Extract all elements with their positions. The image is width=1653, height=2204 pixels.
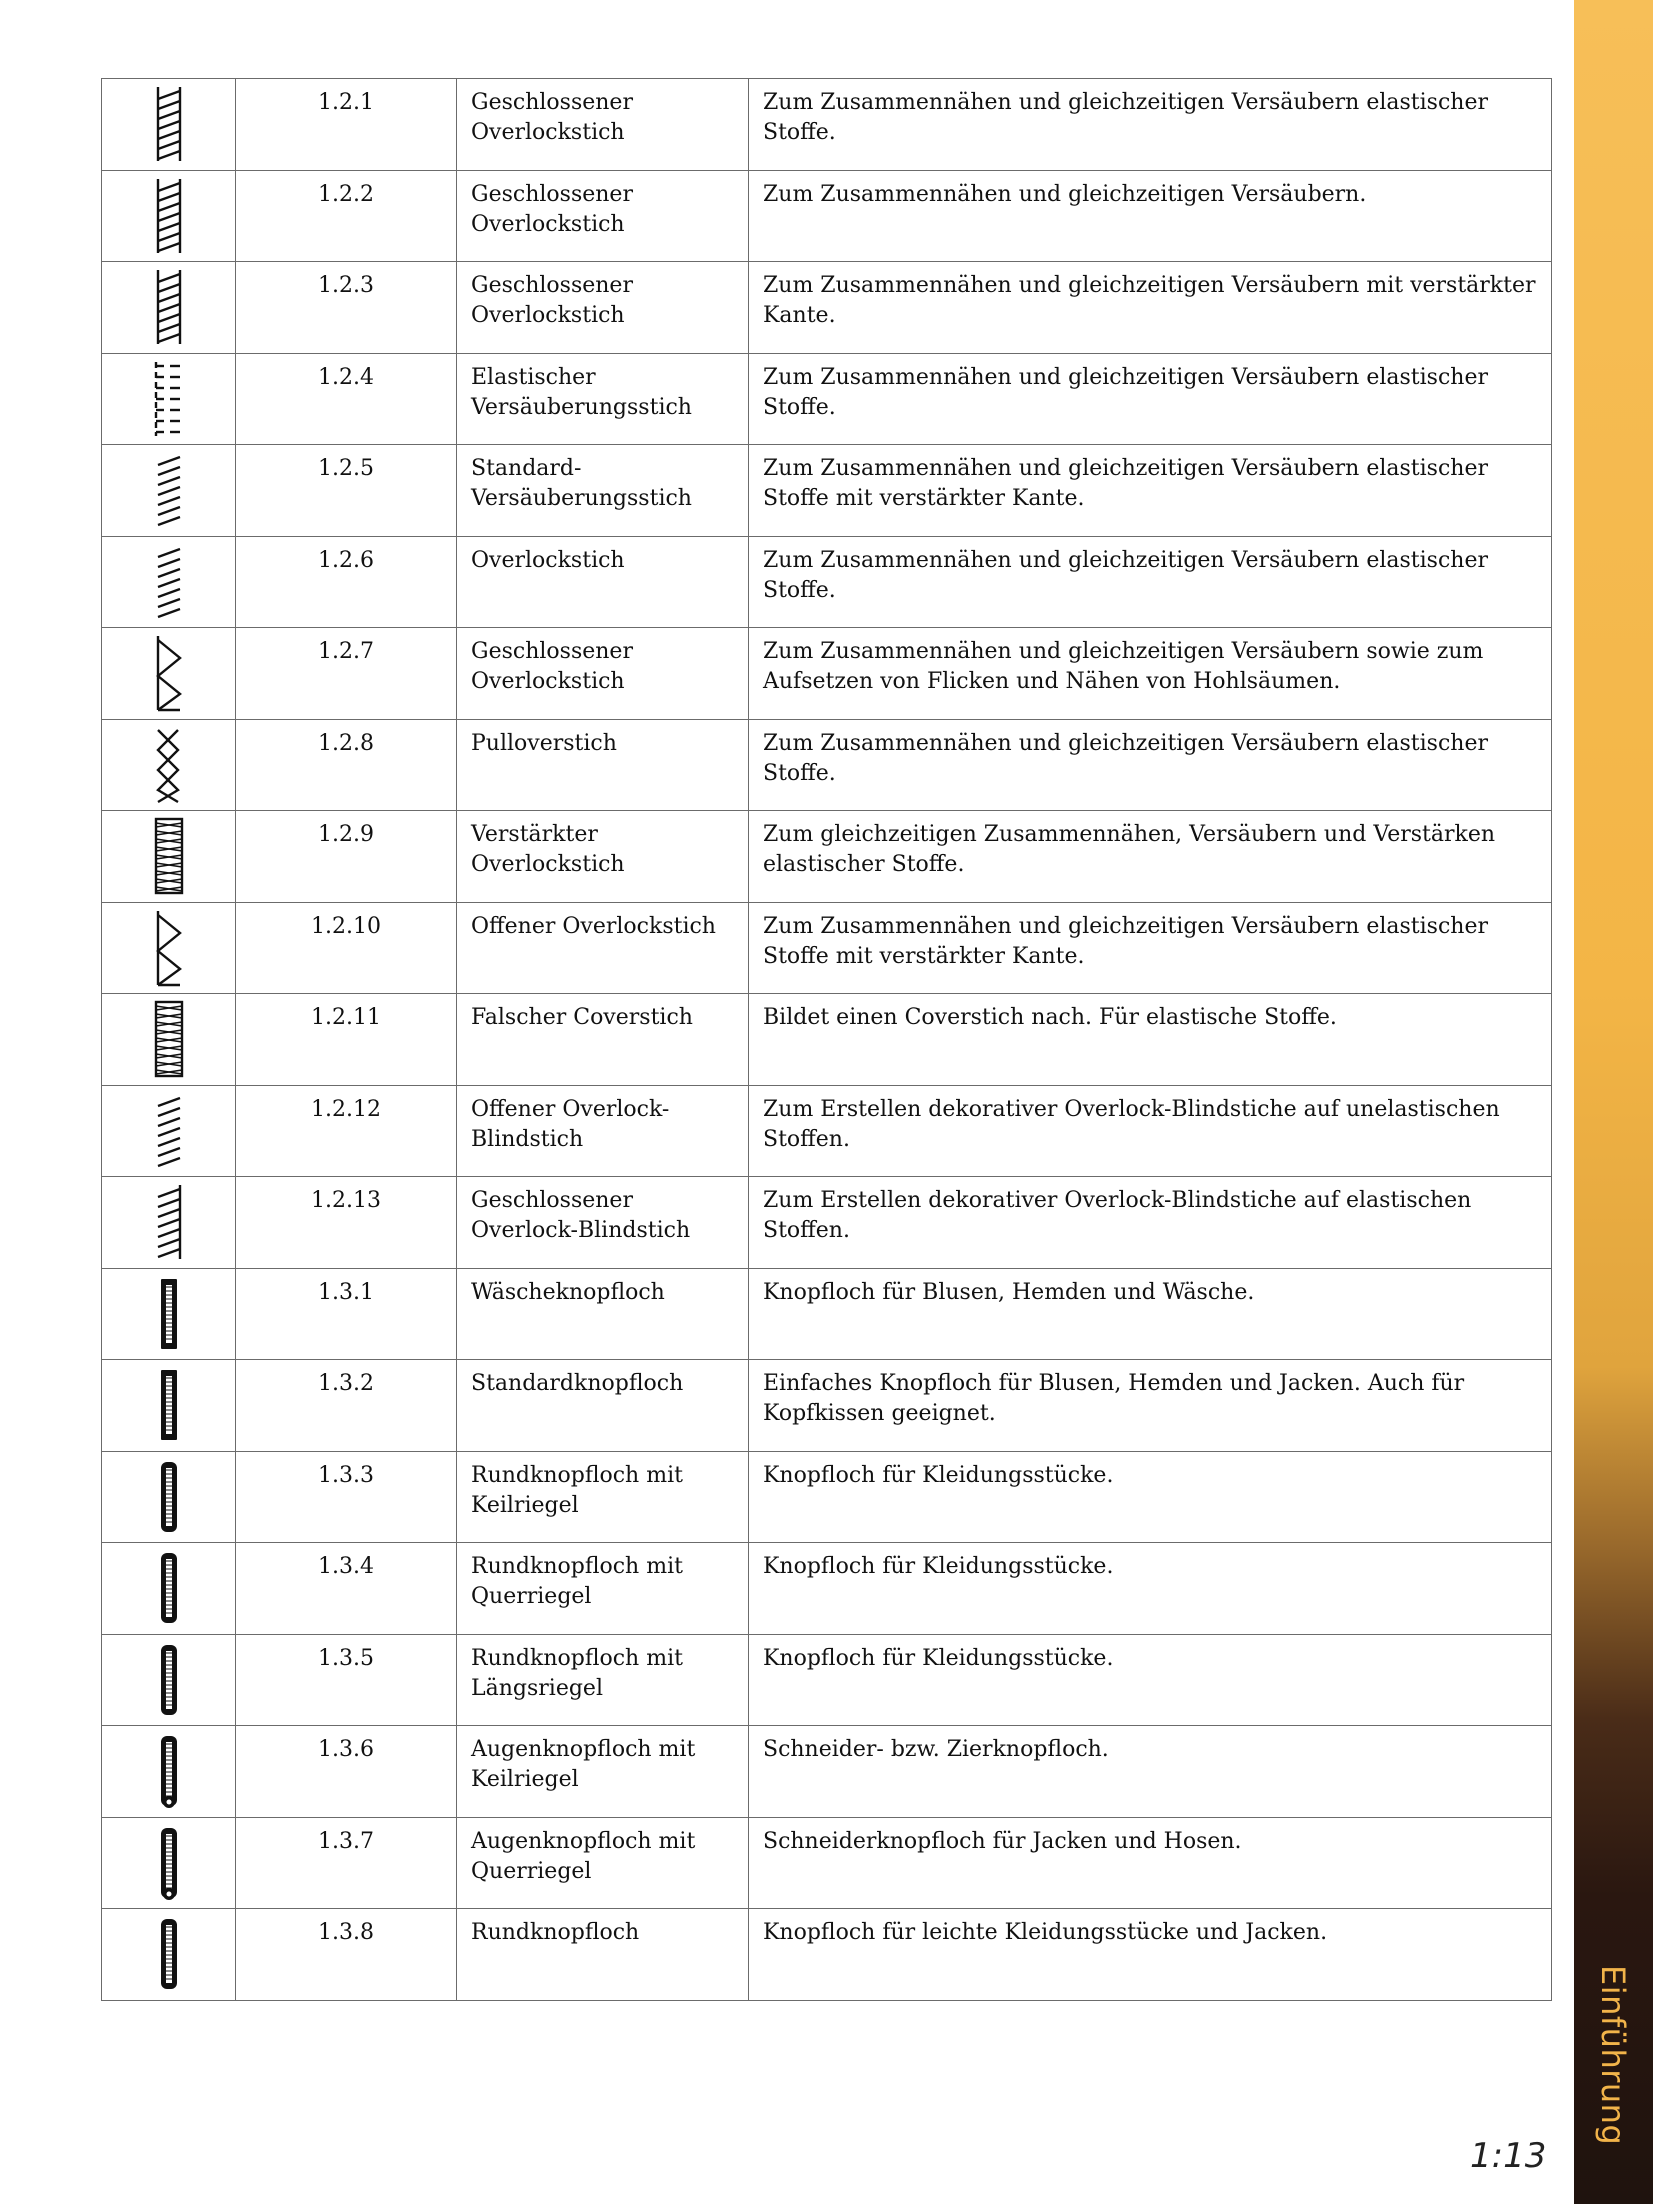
stitch-description: Knopfloch für Kleidungsstücke. <box>749 1634 1552 1726</box>
stitch-description: Zum gleichzeitigen Zusammennähen, Versäubern und Verstärken elastischer Stoffe. <box>749 811 1552 903</box>
round-buttonhole-cross-icon <box>150 1547 188 1629</box>
stitch-description: Zum Erstellen dekorativer Overlock-Blindstiche auf elastischen Stoffen. <box>749 1177 1552 1269</box>
stitch-description: Einfaches Knopfloch für Blusen, Hemden und Jacken. Auch für Kopfkissen geeignet. <box>749 1360 1552 1452</box>
stitch-description: Knopfloch für Kleidungsstücke. <box>749 1451 1552 1543</box>
table-row <box>102 536 1552 628</box>
stitch-number: 1.2.1 <box>236 79 457 171</box>
section-label: Einführung <box>1594 1964 1632 2146</box>
stitch-number: 1.2.4 <box>236 353 457 445</box>
stitch-description: Knopfloch für Kleidungsstücke. <box>749 1543 1552 1635</box>
section-sidebar <box>1574 0 1653 2204</box>
stitch-number: 1.2.2 <box>236 170 457 262</box>
stitch-icon-cell <box>102 445 236 537</box>
stitch-description: Knopfloch für Blusen, Hemden und Wäsche. <box>749 1268 1552 1360</box>
stitch-name: Rundknopfloch mit Querriegel <box>457 1543 749 1635</box>
stitch-number: 1.3.6 <box>236 1726 457 1818</box>
table-row <box>102 1817 1552 1909</box>
stitch-name: Overlockstich <box>457 536 749 628</box>
stitch-icon-cell <box>102 1817 236 1909</box>
stitch-name: Geschlossener Overlockstich <box>457 262 749 354</box>
table-row <box>102 1634 1552 1726</box>
stitch-icon-cell <box>102 1451 236 1543</box>
stitch-name: Standard-Versäuberungsstich <box>457 445 749 537</box>
stitch-description: Zum Zusammennähen und gleichzeitigen Versäubern elastischer Stoffe. <box>749 79 1552 171</box>
table-row <box>102 445 1552 537</box>
stitch-description: Zum Zusammennähen und gleichzeitigen Versäubern elastischer Stoffe. <box>749 536 1552 628</box>
keyhole-buttonhole-wedge-icon <box>150 1730 188 1812</box>
false-cover-stitch-icon <box>150 998 188 1080</box>
stitch-description: Zum Erstellen dekorativer Overlock-Blindstiche auf unelastischen Stoffen. <box>749 1085 1552 1177</box>
table-row <box>102 628 1552 720</box>
overlock-stitch-icon <box>150 541 188 623</box>
table-row <box>102 1909 1552 2001</box>
stitch-description: Zum Zusammennähen und gleichzeitigen Versäubern. <box>749 170 1552 262</box>
stitch-name: Verstärkter Overlockstich <box>457 811 749 903</box>
stitch-icon-cell <box>102 1726 236 1818</box>
stitch-icon-cell <box>102 719 236 811</box>
stitch-name: Augenknopfloch mit Querriegel <box>457 1817 749 1909</box>
stitch-name: Geschlossener Overlockstich <box>457 628 749 720</box>
table-row <box>102 719 1552 811</box>
stitch-number: 1.2.3 <box>236 262 457 354</box>
stitch-number: 1.2.9 <box>236 811 457 903</box>
stitch-name: Geschlossener Overlockstich <box>457 79 749 171</box>
stitch-icon-cell <box>102 1268 236 1360</box>
stitch-description: Zum Zusammennähen und gleichzeitigen Versäubern elastischer Stoffe mit verstärkter Kante. <box>749 445 1552 537</box>
table-row <box>102 170 1552 262</box>
stitch-icon-cell <box>102 262 236 354</box>
table-row <box>102 1268 1552 1360</box>
stitch-icon-cell <box>102 902 236 994</box>
stitch-number: 1.2.10 <box>236 902 457 994</box>
table-row <box>102 1177 1552 1269</box>
stitch-description: Knopfloch für leichte Kleidungsstücke und Jacken. <box>749 1909 1552 2001</box>
stitch-icon-cell <box>102 1634 236 1726</box>
table-row <box>102 1360 1552 1452</box>
reinforced-overlock-icon <box>150 815 188 897</box>
stitch-description: Schneider- bzw. Zierknopfloch. <box>749 1726 1552 1818</box>
stitch-number: 1.2.6 <box>236 536 457 628</box>
stitch-number: 1.2.13 <box>236 1177 457 1269</box>
stitch-number: 1.2.8 <box>236 719 457 811</box>
stitch-name: Elastischer Versäuberungsstich <box>457 353 749 445</box>
stitch-icon-cell <box>102 1177 236 1269</box>
closed-overlock-blind-icon <box>150 1181 188 1263</box>
stitch-name: Offener Overlockstich <box>457 902 749 994</box>
stitch-number: 1.2.12 <box>236 1085 457 1177</box>
stitch-number: 1.3.1 <box>236 1268 457 1360</box>
closed-overlock-reinforced-icon <box>150 266 188 348</box>
table-row <box>102 353 1552 445</box>
stitch-icon-cell <box>102 994 236 1086</box>
stitch-description: Schneiderknopfloch für Jacken und Hosen. <box>749 1817 1552 1909</box>
pullover-stitch-icon <box>150 724 188 806</box>
stitch-name: Offener Overlock-Blindstich <box>457 1085 749 1177</box>
stitch-icon-cell <box>102 811 236 903</box>
stitch-icon-cell <box>102 1360 236 1452</box>
stitch-number: 1.2.11 <box>236 994 457 1086</box>
stitch-description: Bildet einen Coverstich nach. Für elastische Stoffe. <box>749 994 1552 1086</box>
stitch-name: Augenknopfloch mit Keilriegel <box>457 1726 749 1818</box>
stitch-number: 1.3.8 <box>236 1909 457 2001</box>
table-row <box>102 79 1552 171</box>
stitch-icon-cell <box>102 1085 236 1177</box>
table-row <box>102 994 1552 1086</box>
stitch-icon-cell <box>102 628 236 720</box>
stitch-number: 1.2.7 <box>236 628 457 720</box>
stitch-icon-cell <box>102 170 236 262</box>
table-row <box>102 1085 1552 1177</box>
stitch-number: 1.3.4 <box>236 1543 457 1635</box>
stitch-number: 1.3.2 <box>236 1360 457 1452</box>
page-number: 1:13 <box>1470 2136 1547 2176</box>
lingerie-buttonhole-icon <box>150 1273 188 1355</box>
stitch-number: 1.3.7 <box>236 1817 457 1909</box>
stitch-icon-cell <box>102 353 236 445</box>
round-buttonhole-icon <box>150 1913 188 1995</box>
stitch-name: Geschlossener Overlockstich <box>457 170 749 262</box>
stitch-name: Rundknopfloch mit Keilriegel <box>457 1451 749 1543</box>
keyhole-buttonhole-cross-icon <box>150 1822 188 1904</box>
standard-buttonhole-icon <box>150 1364 188 1446</box>
stitch-description: Zum Zusammennähen und gleichzeitigen Versäubern elastischer Stoffe mit verstärkter Kante. <box>749 902 1552 994</box>
table-row <box>102 1543 1552 1635</box>
table-row <box>102 902 1552 994</box>
stitch-description: Zum Zusammennähen und gleichzeitigen Versäubern sowie zum Aufsetzen von Flicken und Nähen von Hohlsäumen. <box>749 628 1552 720</box>
table-row <box>102 262 1552 354</box>
stitch-icon-cell <box>102 1543 236 1635</box>
open-overlock-icon <box>150 907 188 989</box>
stitch-table <box>101 78 1552 2001</box>
stitch-description: Zum Zusammennähen und gleichzeitigen Versäubern elastischer Stoffe. <box>749 719 1552 811</box>
elastic-finishing-stitch-icon <box>150 358 188 440</box>
stitch-description: Zum Zusammennähen und gleichzeitigen Versäubern elastischer Stoffe. <box>749 353 1552 445</box>
stitch-number: 1.2.5 <box>236 445 457 537</box>
stitch-icon-cell <box>102 79 236 171</box>
stitch-name: Wäscheknopfloch <box>457 1268 749 1360</box>
stitch-description: Zum Zusammennähen und gleichzeitigen Versäubern mit verstärkter Kante. <box>749 262 1552 354</box>
stitch-number: 1.3.5 <box>236 1634 457 1726</box>
stitch-name: Rundknopfloch <box>457 1909 749 2001</box>
closed-overlock-zigzag-icon <box>150 175 188 257</box>
closed-overlock-triangle-icon <box>150 632 188 714</box>
stitch-number: 1.3.3 <box>236 1451 457 1543</box>
stitch-name: Falscher Coverstich <box>457 994 749 1086</box>
stitch-name: Geschlossener Overlock-Blindstich <box>457 1177 749 1269</box>
stitch-name: Pulloverstich <box>457 719 749 811</box>
standard-finishing-stitch-icon <box>150 449 188 531</box>
stitch-name: Standardknopfloch <box>457 1360 749 1452</box>
table-row <box>102 1726 1552 1818</box>
round-buttonhole-long-icon <box>150 1639 188 1721</box>
round-buttonhole-wedge-icon <box>150 1456 188 1538</box>
stitch-icon-cell <box>102 536 236 628</box>
closed-overlock-ladder-icon <box>150 83 188 165</box>
stitch-name: Rundknopfloch mit Längsriegel <box>457 1634 749 1726</box>
open-overlock-blind-icon <box>150 1090 188 1172</box>
table-row <box>102 811 1552 903</box>
table-row <box>102 1451 1552 1543</box>
stitch-icon-cell <box>102 1909 236 2001</box>
